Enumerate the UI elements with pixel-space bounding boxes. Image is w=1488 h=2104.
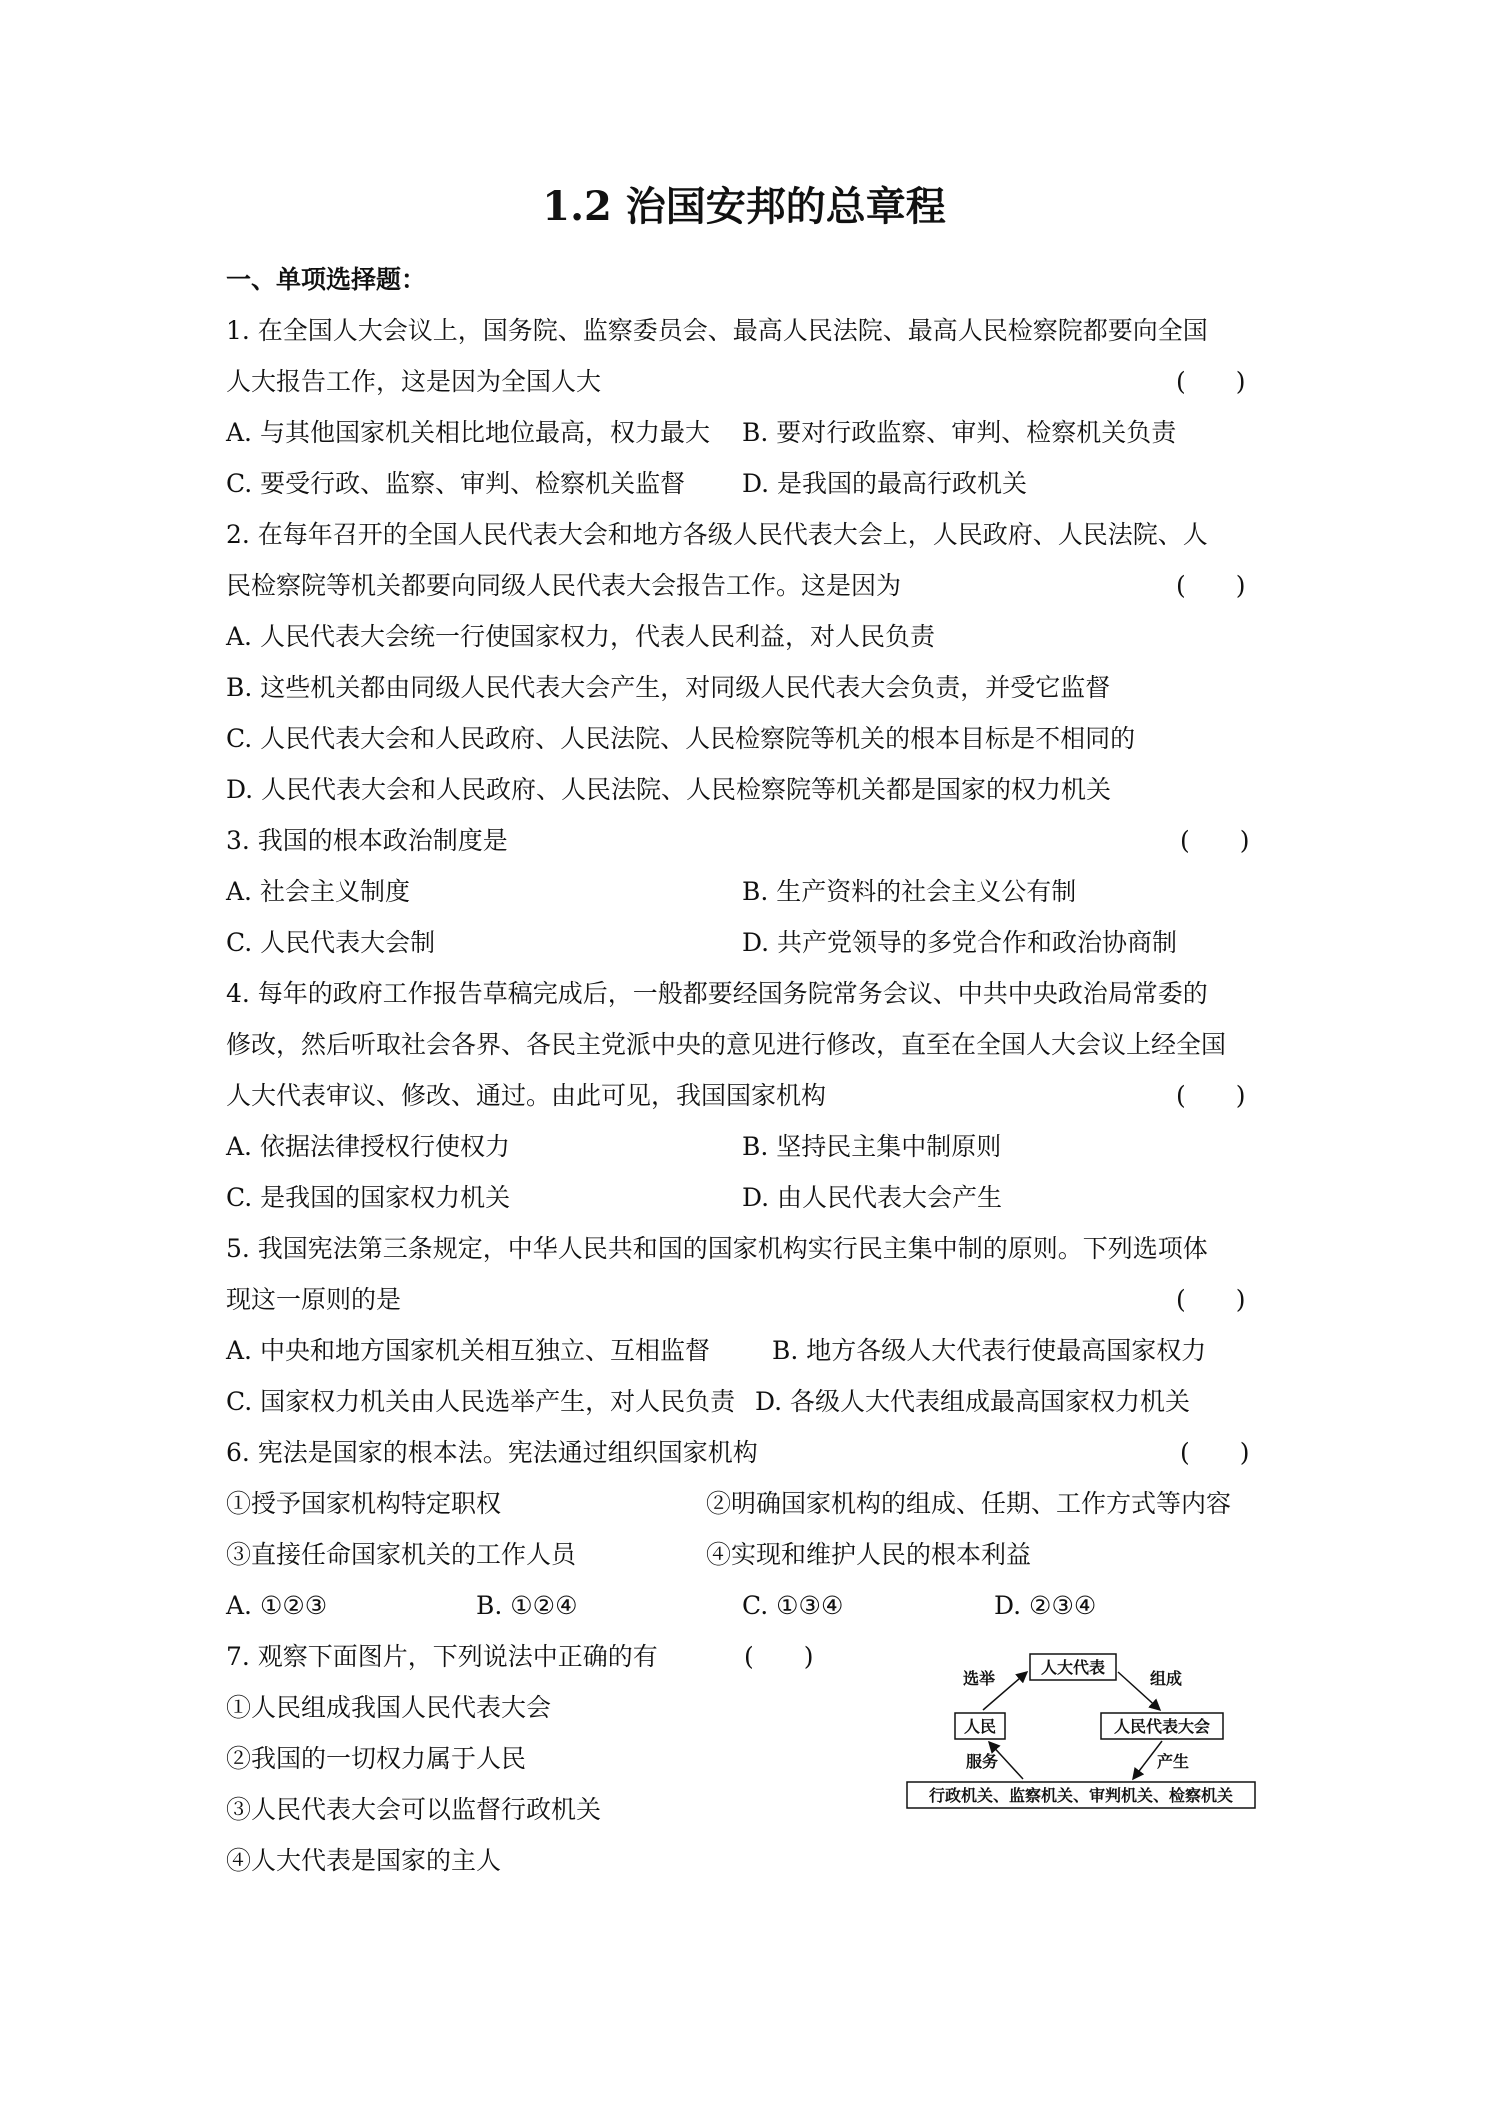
q5-option-d: D. 各级人大代表组成最高国家权力机关 — [755, 1387, 1191, 1416]
q4-stem-line1: 4. 每年的政府工作报告草稿完成后，一般都要经国务院常务会议、中共中央政治局常委的 — [226, 979, 1208, 1008]
q7-stem: 7. 观察下面图片，下列说法中正确的有 — [226, 1642, 658, 1671]
q4-answer-blank: ( ) — [1176, 1081, 1246, 1110]
q6-statement-4: ④实现和维护人民的根本利益 — [706, 1540, 1032, 1569]
q1-option-a: A. 与其他国家机关相比地位最高，权力最大 — [226, 418, 710, 447]
arrow-produce-label: 产生 — [1156, 1752, 1190, 1771]
arrow-form-label: 组成 — [1149, 1669, 1183, 1688]
q4-option-d: D. 由人民代表大会产生 — [742, 1183, 1003, 1212]
box-bottom-label: 行政机关、监察机关、审判机关、检察机关 — [928, 1786, 1234, 1805]
q6-statement-1: ①授予国家机构特定职权 — [226, 1489, 502, 1518]
arrow-elect-label: 选举 — [962, 1669, 996, 1688]
q3-option-d: D. 共产党领导的多党合作和政治协商制 — [742, 928, 1178, 957]
q7-statement-2: ②我国的一切权力属于人民 — [226, 1744, 527, 1773]
q2-option-d: D. 人民代表大会和人民政府、人民法院、人民检察院等机关都是国家的权力机关 — [226, 775, 1112, 804]
q7-statement-3: ③人民代表大会可以监督行政机关 — [226, 1795, 602, 1824]
q4-option-c: C. 是我国的国家权力机关 — [226, 1183, 511, 1212]
q5-option-b: B. 地方各级人大代表行使最高国家权力 — [772, 1336, 1207, 1365]
box-bottom — [907, 1782, 1255, 1808]
box-top — [1030, 1654, 1116, 1680]
q1-option-d: D. 是我国的最高行政机关 — [742, 469, 1028, 498]
q6-option-b: B. ①②④ — [476, 1591, 578, 1620]
q2-stem-line2: 民检察院等机关都要向同级人民代表大会报告工作。这是因为 — [226, 571, 902, 600]
q7-statement-1: ①人民组成我国人民代表大会 — [226, 1693, 552, 1722]
arrow-serve-label: 服务 — [965, 1752, 999, 1771]
q6-answer-blank: ( ) — [1180, 1438, 1250, 1467]
q4-option-a: A. 依据法律授权行使权力 — [226, 1132, 510, 1161]
q5-stem-line1: 5. 我国宪法第三条规定，中华人民共和国的国家机构实行民主集中制的原则。下列选项体 — [226, 1234, 1208, 1263]
q6-option-a: A. ①②③ — [226, 1591, 328, 1620]
box-right-label: 人民代表大会 — [1113, 1717, 1211, 1736]
q6-option-c: C. ①③④ — [742, 1591, 844, 1620]
q1-stem-line1: 1. 在全国人大会议上，国务院、监察委员会、最高人民法院、最高人民检察院都要向全国 — [226, 316, 1208, 345]
q3-option-c: C. 人民代表大会制 — [226, 928, 436, 957]
box-right — [1101, 1713, 1223, 1739]
q1-option-b: B. 要对行政监察、审判、检察机关负责 — [742, 418, 1177, 447]
q5-option-a: A. 中央和地方国家机关相互独立、互相监督 — [226, 1336, 710, 1365]
q5-option-c: C. 国家权力机关由人民选举产生，对人民负责 — [226, 1387, 736, 1416]
q6-statement-2: ②明确国家机构的组成、任期、工作方式等内容 — [706, 1489, 1232, 1518]
q3-stem: 3. 我国的根本政治制度是 — [226, 826, 508, 855]
q1-stem-line2: 人大报告工作，这是因为全国人大 — [226, 367, 602, 396]
q6-option-d: D. ②③④ — [994, 1591, 1097, 1620]
q3-answer-blank: ( ) — [1180, 826, 1250, 855]
box-left — [955, 1713, 1005, 1739]
people-congress-diagram — [905, 1650, 1260, 1825]
page-title: 1.2 治国安邦的总章程 — [542, 183, 946, 230]
q2-option-b: B. 这些机关都由同级人民代表大会产生，对同级人民代表大会负责，并受它监督 — [226, 673, 1111, 702]
q5-stem-line2: 现这一原则的是 — [226, 1285, 402, 1314]
q4-stem-line2: 修改，然后听取社会各界、各民主党派中央的意见进行修改，直至在全国人大会议上经全国 — [226, 1030, 1227, 1059]
q1-option-c: C. 要受行政、监察、审判、检察机关监督 — [226, 469, 686, 498]
box-top-label: 人大代表 — [1040, 1658, 1106, 1677]
q7-answer-blank: ( ) — [744, 1642, 814, 1671]
q5-answer-blank: ( ) — [1176, 1285, 1246, 1314]
box-left-label: 人民 — [963, 1717, 997, 1736]
q2-stem-line1: 2. 在每年召开的全国人民代表大会和地方各级人民代表大会上，人民政府、人民法院、人 — [226, 520, 1208, 549]
q4-stem-line3: 人大代表审议、修改、通过。由此可见，我国国家机构 — [226, 1081, 827, 1110]
q4-option-b: B. 坚持民主集中制原则 — [742, 1132, 1002, 1161]
q6-statement-3: ③直接任命国家机关的工作人员 — [226, 1540, 577, 1569]
q2-answer-blank: ( ) — [1176, 571, 1246, 600]
q6-stem: 6. 宪法是国家的根本法。宪法通过组织国家机构 — [226, 1438, 758, 1467]
q3-option-a: A. 社会主义制度 — [226, 877, 410, 906]
q2-option-a: A. 人民代表大会统一行使国家权力，代表人民利益，对人民负责 — [226, 622, 935, 651]
section-heading: 一、单项选择题： — [226, 265, 427, 294]
q1-answer-blank: ( ) — [1176, 367, 1246, 396]
q7-statement-4: ④人大代表是国家的主人 — [226, 1846, 502, 1875]
q3-option-b: B. 生产资料的社会主义公有制 — [742, 877, 1077, 906]
q2-option-c: C. 人民代表大会和人民政府、人民法院、人民检察院等机关的根本目标是不相同的 — [226, 724, 1136, 753]
